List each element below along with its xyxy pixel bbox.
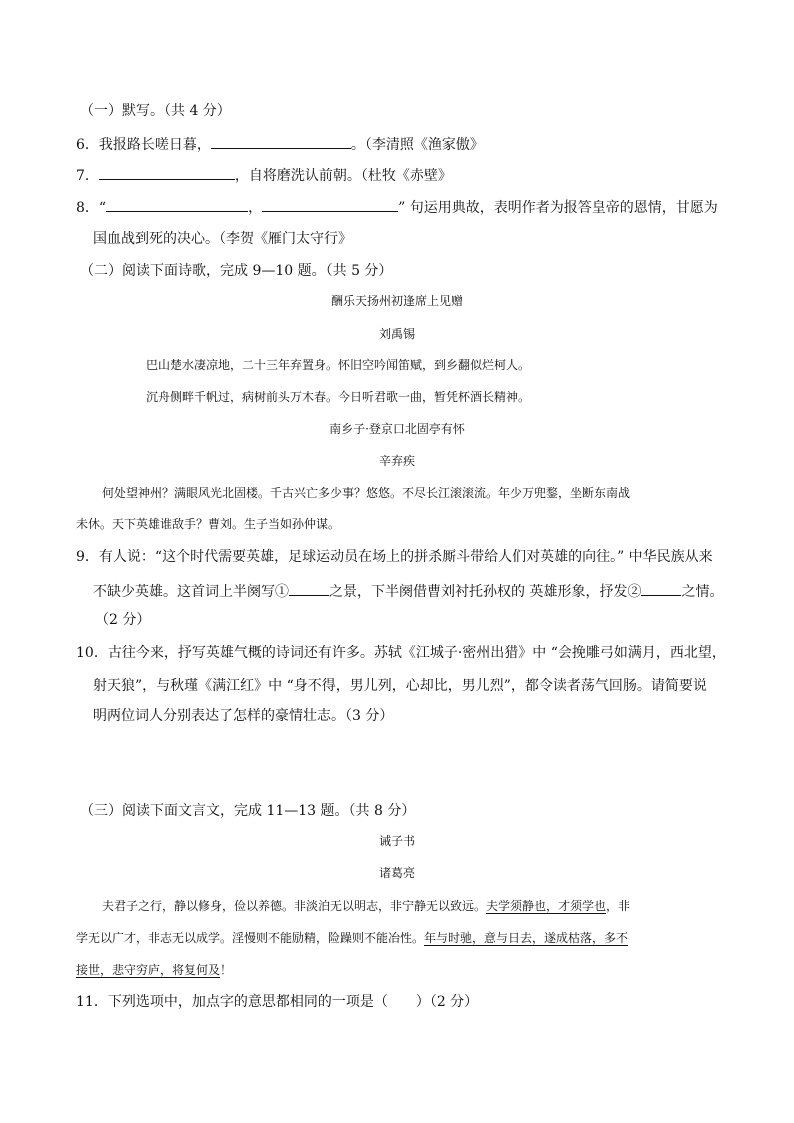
poem1-line: 沉舟侧畔千帆过，病树前头万木春。今日听君歌一曲，暂凭杯酒长精神。 bbox=[146, 390, 531, 404]
essay-line-1 bbox=[102, 897, 630, 915]
section1-heading: （一）默写。（共 4 分） bbox=[80, 103, 231, 119]
section2-heading: （二）阅读下面诗歌，完成 9—10 题。（共 5 分） bbox=[80, 263, 393, 279]
question-9-points: （2 分） bbox=[95, 612, 151, 628]
question-number: 8． bbox=[76, 200, 99, 216]
essay-text: 夫君子之行，静以修身，俭以养德。非淡泊无以明志，非宁静无以致远。 bbox=[102, 899, 487, 913]
question-text: 有人说：“这个时代需要英雄，足球运动员在场上的拼杀厮斗带给人们对英雄的向往。” 中华民族从来 bbox=[98, 549, 713, 565]
essay-text: ，非 bbox=[606, 899, 631, 913]
question-8 bbox=[76, 196, 718, 218]
question-number: 9． bbox=[76, 549, 99, 565]
answer-blank[interactable] bbox=[211, 133, 351, 149]
underlined-text: 接世，悲守穷庐，将复何及 bbox=[76, 963, 221, 977]
essay-line-3 bbox=[76, 961, 232, 979]
question-11 bbox=[76, 992, 478, 1012]
section3-heading: （三）阅读下面文言文，完成 11—13 题。（共 8 分） bbox=[80, 803, 416, 819]
essay-title: 诫子书 bbox=[378, 834, 415, 848]
question-9 bbox=[76, 547, 713, 567]
open-quote: “ bbox=[98, 200, 107, 216]
poem1-line: 巴山楚水凄凉地，二十三年弃置身。怀旧空吟闻笛赋，到乡翻似烂柯人。 bbox=[146, 358, 531, 372]
question-source: ，自将磨洗认前朝。（杜牧《赤壁》 bbox=[234, 168, 452, 184]
question-number: 7． bbox=[76, 168, 99, 184]
poem2-title: 南乡子·登京口北固亭有怀 bbox=[329, 422, 465, 436]
question-text: 之景，下半阕借曹刘衬托孙权的 英雄形象，抒发② bbox=[329, 584, 642, 600]
underlined-text: 夫学须静也，才须学也 bbox=[486, 899, 607, 913]
answer-blank[interactable] bbox=[99, 164, 235, 180]
question-number: 11． bbox=[76, 994, 108, 1010]
question-8-line2: 国血战到死的决心。（李贺《雁门太守行》 bbox=[93, 231, 352, 247]
question-7 bbox=[76, 164, 452, 186]
question-text: ” 句运用典故，表明作者为报答皇帝的恩情，甘愿为 bbox=[398, 200, 718, 216]
answer-blank-2[interactable] bbox=[641, 580, 681, 596]
essay-text: ！ bbox=[220, 963, 233, 977]
essay-text: 学无以广才，非志无以成学。淫慢则不能励精，险躁则不能冶性。 bbox=[76, 931, 425, 945]
poem2-author: 辛弃疾 bbox=[378, 454, 415, 468]
poem2-line: 何处望神州？满眼风光北固楼。千古兴亡多少事？悠悠。不尽长江滚滚流。年少万兜鍪，坐断东南战 bbox=[102, 486, 631, 500]
question-text: 我报路长嗟日暮， bbox=[98, 137, 211, 153]
question-6 bbox=[76, 133, 484, 155]
question-text: 之情。 bbox=[681, 584, 724, 600]
question-text: 下列选项中，加点字的意思都相同的一项是（ ）（2 分） bbox=[107, 994, 479, 1010]
question-text: 不缺少英雄。这首词上半阕写① bbox=[93, 584, 289, 600]
question-number: 10． bbox=[76, 645, 108, 661]
question-9-line2 bbox=[93, 580, 723, 602]
question-number: 6． bbox=[76, 137, 99, 153]
poem1-author: 刘禹锡 bbox=[378, 327, 415, 341]
comma: ， bbox=[248, 200, 263, 216]
poem1-title: 酬乐天扬州初逢席上见赠 bbox=[330, 294, 463, 308]
question-source: 。（李清照《渔家傲》 bbox=[350, 137, 484, 153]
essay-author: 诸葛亮 bbox=[378, 866, 415, 880]
question-text: 古往今来，抒写英雄气概的诗词还有许多。苏轼《江城子·密州出猎》中 “会挽雕弓如满月，西北望， bbox=[107, 645, 726, 661]
poem2-line: 未休。天下英雄谁敌手？曹刘。生子当如孙仲谋。 bbox=[76, 517, 341, 531]
essay-line-2 bbox=[76, 929, 628, 947]
question-10-line3: 明两位词人分别表达了怎样的豪情壮志。（3 分） bbox=[93, 708, 394, 724]
answer-blank-1[interactable] bbox=[289, 580, 329, 596]
underlined-text: 年与时驰，意与日去，遂成枯落，多不 bbox=[424, 931, 629, 945]
answer-blank[interactable] bbox=[262, 196, 398, 212]
answer-blank[interactable] bbox=[106, 196, 248, 212]
question-10 bbox=[76, 643, 726, 663]
question-10-line2: 射天狼”，与秋瑾《满江红》中 “身不得，男儿列，心却比，男儿烈”，都令读者荡气回肠。请简要说 bbox=[93, 678, 707, 694]
